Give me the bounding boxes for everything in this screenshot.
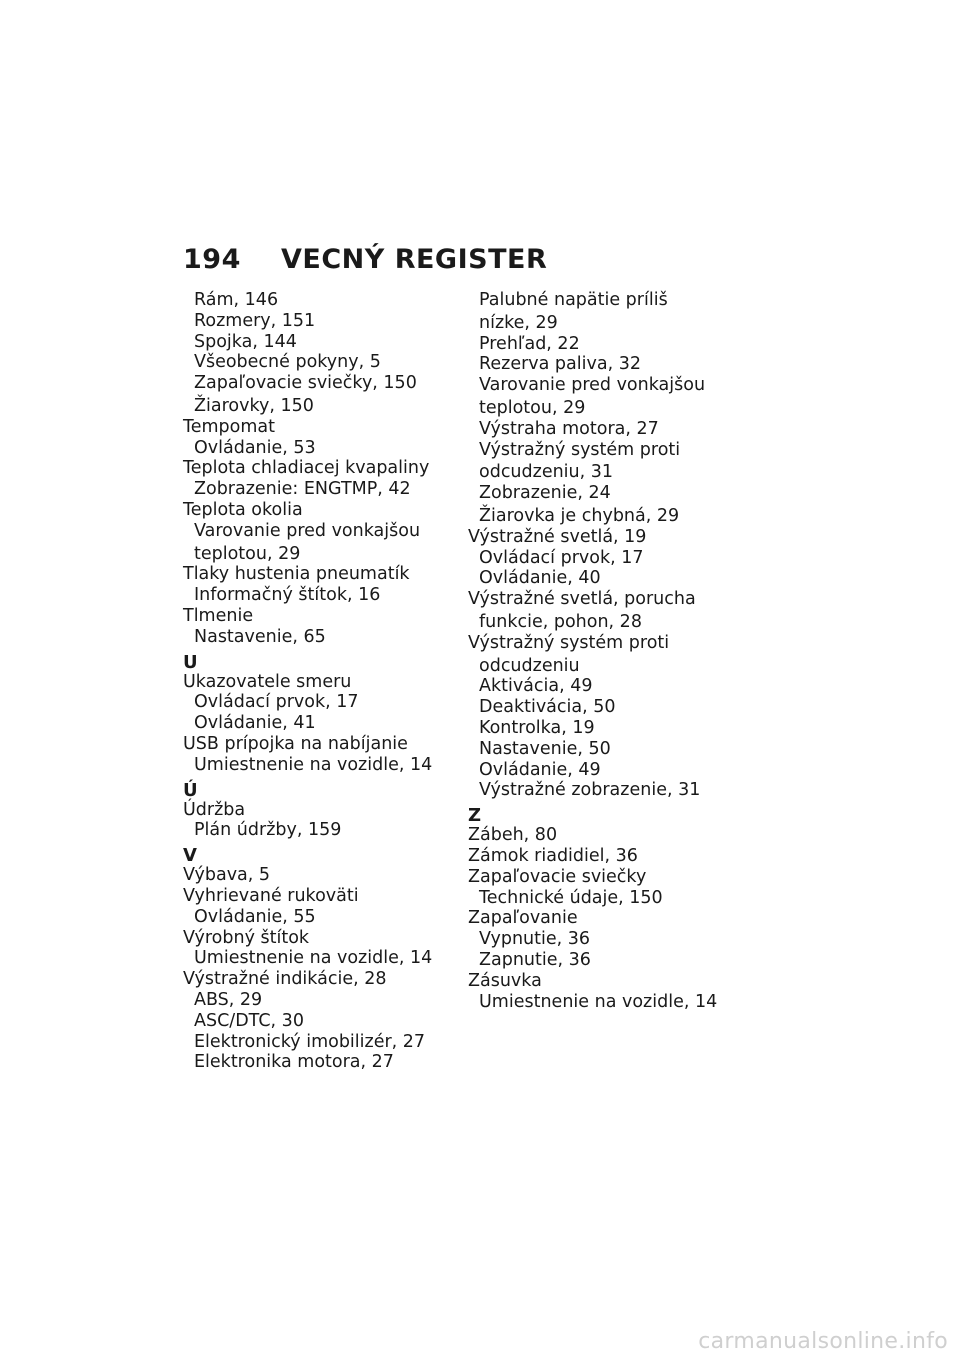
index-subentry: Všeobecné pokyny, 5 xyxy=(194,352,381,373)
index-entry: Tlaky hustenia pneumatík xyxy=(183,564,410,585)
index-subentry: Elektronika motora, 27 xyxy=(194,1052,394,1073)
index-subentry: funkcie, pohon, 28 xyxy=(479,611,642,632)
index-subentry: Ovládanie, 41 xyxy=(194,713,316,734)
index-entry: Ukazovatele smeru xyxy=(183,671,352,692)
index-subentry: Rám, 146 xyxy=(194,290,279,310)
index-subentry: Aktivácia, 49 xyxy=(479,676,593,697)
index-column-left xyxy=(183,290,453,1073)
index-entry: Zapaľovacie sviečky xyxy=(468,866,647,887)
index-entry: Vyhrievané rukoväti xyxy=(183,885,359,906)
section-letter: Ú xyxy=(183,779,198,801)
section-letter: U xyxy=(183,651,198,673)
watermark: carmanualsonline.info xyxy=(698,1329,948,1354)
index-subentry: ASC/DTC, 30 xyxy=(194,1010,304,1031)
index-subentry: Ovládanie, 53 xyxy=(194,437,316,458)
index-subentry: teplotou, 29 xyxy=(479,397,586,418)
index-entry: Zapaľovanie xyxy=(468,908,578,929)
index-subentry: Umiestnenie na vozidle, 14 xyxy=(194,754,433,775)
index-entry: Výrobný štítok xyxy=(183,927,310,948)
index-subentry: Vypnutie, 36 xyxy=(479,929,591,950)
index-column-right xyxy=(468,290,758,1012)
index-subentry: Technické údaje, 150 xyxy=(479,887,663,908)
index-subentry: Palubné napätie príliš xyxy=(479,290,668,310)
index-subentry: Kontrolka, 19 xyxy=(479,717,595,738)
index-entry: Výstražné indikácie, 28 xyxy=(183,969,387,990)
index-subentry: Výstražné zobrazenie, 31 xyxy=(479,780,701,801)
index-subentry: Varovanie pred vonkajšou xyxy=(479,375,706,396)
page-header xyxy=(183,244,547,284)
index-entry: Údržba xyxy=(183,799,246,820)
index-subentry: odcudzeniu, 31 xyxy=(479,462,614,483)
index-subentry: Ovládanie, 49 xyxy=(479,759,601,780)
index-subentry: Zapnutie, 36 xyxy=(479,949,591,970)
index-subentry: teplotou, 29 xyxy=(194,543,301,564)
index-subentry: Spojka, 144 xyxy=(194,331,297,352)
index-entry: Teplota chladiacej kvapaliny xyxy=(183,458,430,479)
index-entry: Teplota okolia xyxy=(183,499,303,520)
index-subentry: Ovládanie, 55 xyxy=(194,906,316,927)
index-entry: Výstražné svetlá, porucha xyxy=(468,589,696,610)
index-subentry: Rezerva paliva, 32 xyxy=(479,354,641,375)
index-subentry: odcudzeniu xyxy=(479,655,580,676)
index-entry: Výstražné svetlá, 19 xyxy=(468,526,647,547)
index-entry: USB prípojka na nabíjanie xyxy=(183,733,408,754)
index-entry: Zámok riadidiel, 36 xyxy=(468,845,638,866)
index-entry: Zásuvka xyxy=(468,970,542,991)
page-title: VECNÝ REGISTER xyxy=(281,244,548,275)
index-entry: Tlmenie xyxy=(183,605,254,626)
index-subentry: nízke, 29 xyxy=(479,312,558,333)
index-subentry: ABS, 29 xyxy=(194,989,263,1010)
section-letter: V xyxy=(183,845,197,867)
index-subentry: Ovládací prvok, 17 xyxy=(194,692,359,713)
index-subentry: Deaktivácia, 50 xyxy=(479,697,616,718)
index-subentry: Elektronický imobilizér, 27 xyxy=(194,1031,426,1052)
index-subentry: Umiestnenie na vozidle, 14 xyxy=(479,991,718,1012)
index-subentry: Zapaľovacie sviečky, 150 xyxy=(194,373,417,394)
index-entry: Tempomat xyxy=(183,416,275,437)
index-subentry: Žiarovka je chybná, 29 xyxy=(479,505,680,526)
index-subentry: Ovládací prvok, 17 xyxy=(479,547,644,568)
index-subentry: Varovanie pred vonkajšou xyxy=(194,520,421,541)
index-subentry: Ovládanie, 40 xyxy=(479,568,601,589)
index-subentry: Plán údržby, 159 xyxy=(194,820,342,841)
index-subentry: Prehľad, 22 xyxy=(479,333,580,354)
index-subentry: Umiestnenie na vozidle, 14 xyxy=(194,948,433,969)
index-subentry: Žiarovky, 150 xyxy=(194,395,314,416)
page-number: 194 xyxy=(183,244,241,275)
index-subentry: Nastavenie, 65 xyxy=(194,626,326,647)
index-subentry: Zobrazenie, 24 xyxy=(479,483,611,504)
index-entry: Výbava, 5 xyxy=(183,865,271,886)
index-subentry: Nastavenie, 50 xyxy=(479,738,611,759)
index-subentry: Výstražný systém proti xyxy=(479,439,681,460)
index-subentry: Zobrazenie: ENGTMP, 42 xyxy=(194,479,411,500)
index-subentry: Výstraha motora, 27 xyxy=(479,418,659,439)
index-entry: Výstražný systém proti xyxy=(468,632,670,653)
index-subentry: Informačný štítok, 16 xyxy=(194,585,381,606)
index-entry: Zábeh, 80 xyxy=(468,825,558,846)
index-subentry: Rozmery, 151 xyxy=(194,310,316,331)
section-letter: Z xyxy=(468,805,482,827)
